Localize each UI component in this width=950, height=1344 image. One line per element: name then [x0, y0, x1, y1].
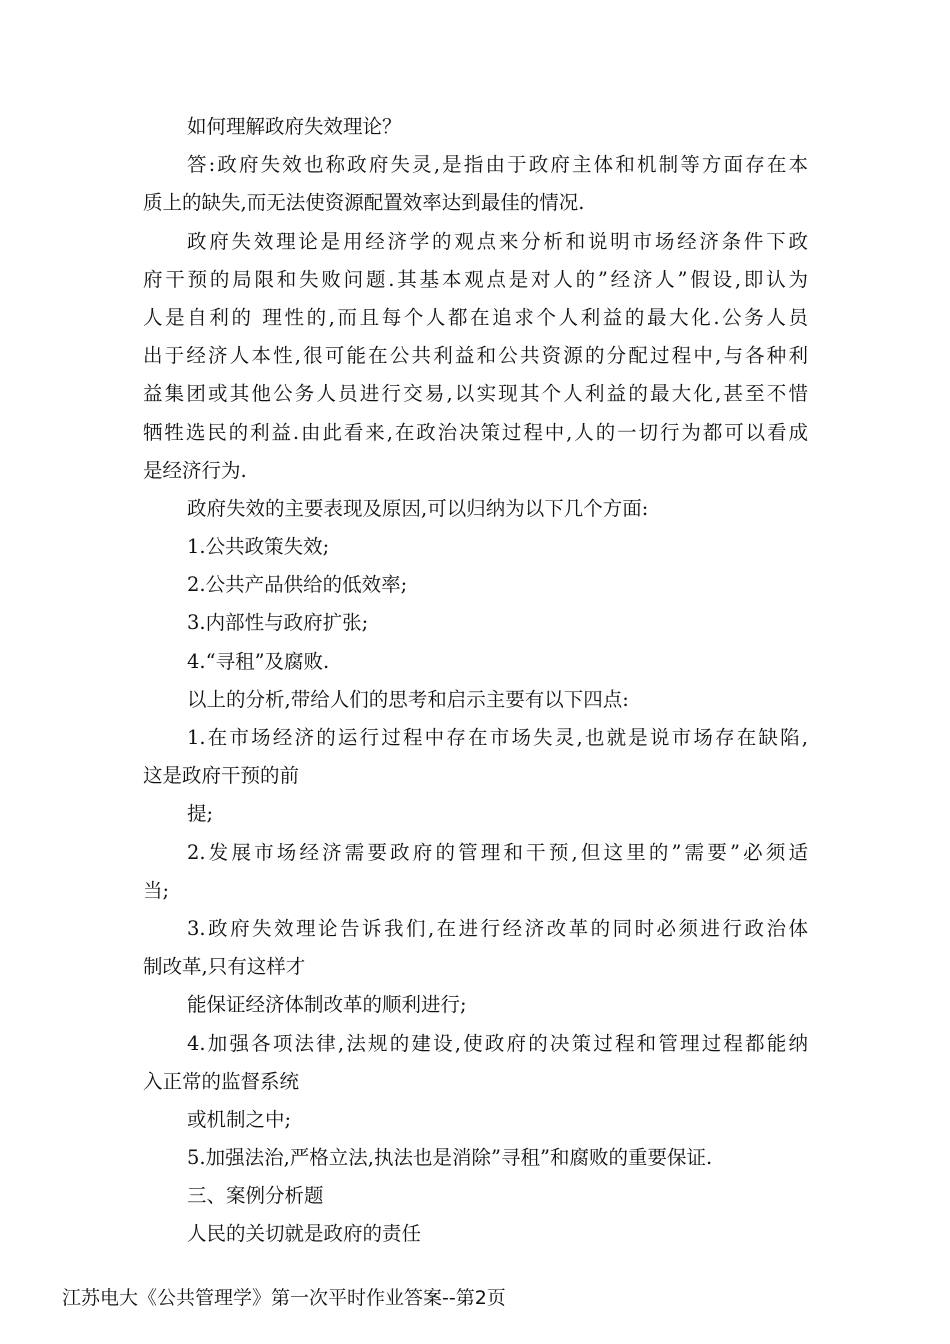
list-item-continuation: 提;	[187, 802, 214, 826]
list-item: 2.发展市场经济需要政府的管理和干预,但这里的”需要”必须适	[187, 840, 808, 864]
list-item: 2.公共产品供给的低效率;	[187, 573, 408, 597]
list-item: 4.加强各项法律,法规的建设,使政府的决策过程和管理过程都能纳	[187, 1031, 808, 1055]
paragraph-line: 政府失效的主要表现及原因,可以归纳为以下几个方面:	[187, 496, 649, 520]
paragraph-line: 政府失效理论是用经济学的观点来分析和说明市场经济条件下政	[187, 229, 808, 253]
list-item: 3.内部性与政府扩张;	[187, 611, 369, 635]
list-item-continuation: 入正常的监督系统	[143, 1069, 300, 1093]
list-item: 1.在市场经济的运行过程中存在市场失灵,也就是说市场存在缺陷,	[187, 726, 808, 749]
paragraph-line: 质上的缺失,而无法使资源配置效率达到最佳的情况.	[143, 191, 585, 215]
paragraph-line: 益集团或其他公务人员进行交易,以实现其个人利益的最大化,甚至不惜	[143, 382, 808, 406]
case-title: 人民的关切就是政府的责任	[187, 1222, 422, 1246]
paragraph-line: 以上的分析,带给人们的思考和启示主要有以下四点:	[187, 687, 629, 711]
paragraph-line: 人是自利的 理性的,而且每个人都在追求个人利益的最大化.公务人员	[143, 305, 808, 329]
document-body	[143, 108, 808, 1254]
section-heading: 三、案例分析题	[187, 1184, 324, 1208]
list-item: 4.“寻租”及腐败.	[187, 649, 330, 673]
paragraph-line: 府干预的局限和失败问题.其基本观点是对人的”经济人”假设,即认为	[143, 267, 808, 291]
paragraph-line: 牺牲选民的利益.由此看来,在政治决策过程中,人的一切行为都可以看成	[143, 420, 808, 444]
list-item-continuation: 能保证经济体制改革的顺利进行;	[187, 993, 467, 1017]
paragraph-line: 是经济行为.	[143, 458, 247, 482]
paragraph-line: 出于经济人本性,很可能在公共利益和公共资源的分配过程中,与各种利	[143, 344, 808, 368]
question-heading: 如何理解政府失效理论？	[187, 115, 402, 138]
list-item: 1.公共政策失效;	[187, 535, 330, 559]
paragraph-line: 答:政府失效也称政府失灵,是指由于政府主体和机制等方面存在本	[187, 153, 808, 177]
list-item: 5.加强法治,严格立法,执法也是消除”寻租”和腐败的重要保证.	[187, 1146, 713, 1170]
page-footer: 江苏电大《公共管理学》第一次平时作业答案--第2页	[62, 1287, 506, 1309]
list-item-continuation: 这是政府干预的前	[143, 764, 300, 788]
list-item: 3.政府失效理论告诉我们,在进行经济改革的同时必须进行政治体	[187, 916, 808, 940]
list-item-continuation: 或机制之中;	[187, 1107, 292, 1131]
list-item-continuation: 当;	[143, 878, 170, 902]
list-item-continuation: 制改革,只有这样才	[143, 955, 306, 979]
